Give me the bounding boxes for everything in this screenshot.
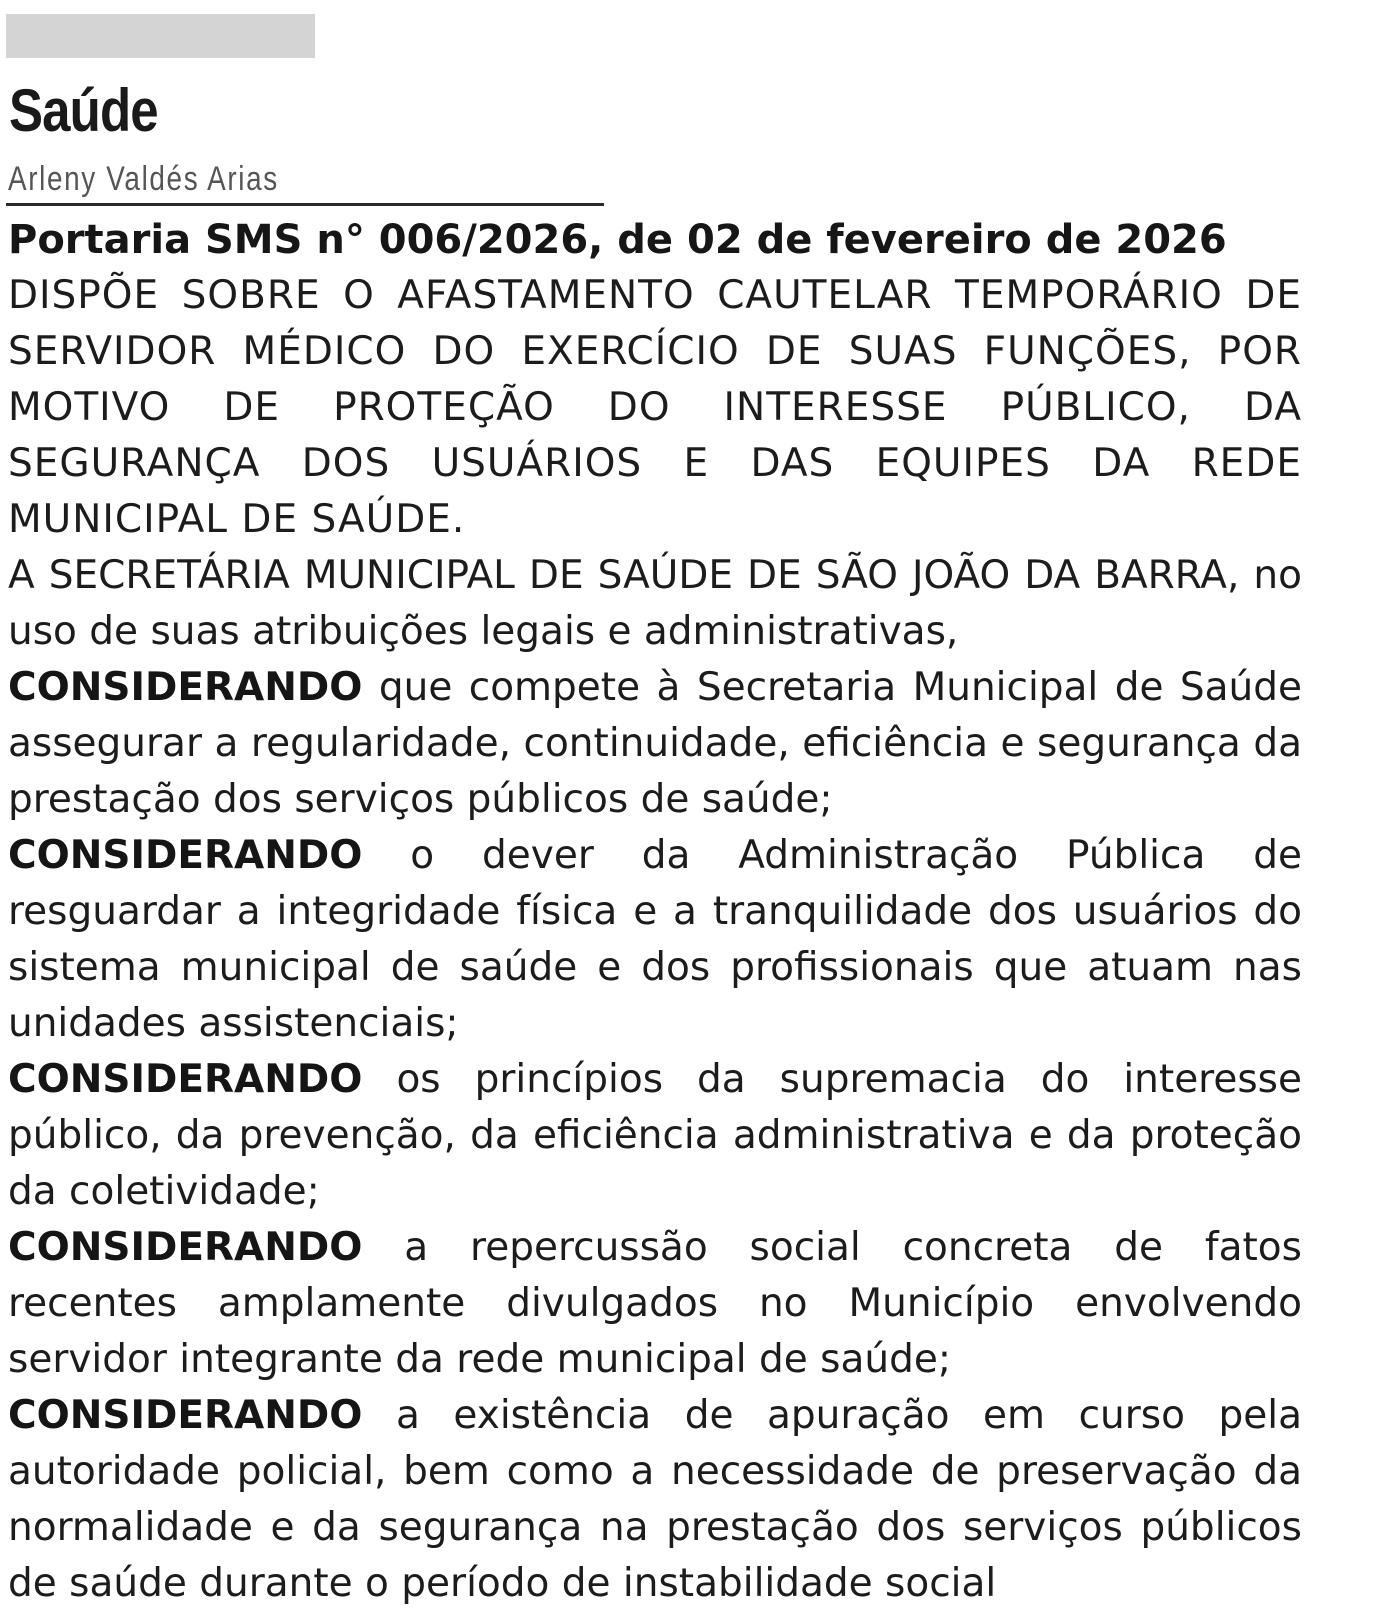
considerando-lead: CONSIDERANDO: [8, 1393, 363, 1438]
considerando-paragraph: [8, 828, 1302, 1052]
portaria-ementa: DISPÕE SOBRE O AFASTAMENTO CAUTELAR TEMPORÁRIO DE SERVIDOR MÉDICO DO EXERCÍCIO DE SUAS FUNÇÕES, POR MOTIVO DE PROTEÇÃO DO INTERESSE PÚBLICO, DA SEGURANÇA DOS USUÁRIOS E DAS EQUIPES DA REDE MUNICIPAL DE SAÚDE.: [8, 273, 1302, 542]
preamble: A SECRETÁRIA MUNICIPAL DE SAÚDE DE SÃO JOÃO DA BARRA, no uso de suas atribuições legais e administrativas,: [8, 553, 1302, 654]
document-body: [8, 212, 1302, 1612]
considerando-text: que compete à Secretaria Municipal de Saúde assegurar a regularidade, continuidade, eficiência e segurança da prestação dos serviços públicos de saúde;: [8, 665, 1302, 822]
considerando-lead: CONSIDERANDO: [8, 665, 363, 710]
redacted-header-bar: [6, 14, 315, 58]
portaria-title: Portaria SMS n° 006/2026, de 02 de fevereiro de 2026: [8, 217, 1227, 263]
considerando-text: o dever da Administração Pública de resguardar a integridade física e a tranquilidade dos usuários do sistema municipal de saúde e dos profissionais que atuam nas unidades assistenciais;: [8, 833, 1302, 1046]
considerando-paragraph: [8, 1052, 1302, 1220]
considerando-paragraph: [8, 660, 1302, 828]
considerando-paragraph: [8, 1388, 1302, 1612]
considerando-text: a repercussão social concreta de fatos recentes amplamente divulgados no Município envolvendo servidor integrante da rede municipal de saúde;: [8, 1225, 1302, 1382]
considerando-text: a existência de apuração em curso pela autoridade policial, bem como a necessidade de preservação da normalidade e da segurança na prestação dos serviços públicos de saúde durante o período de instabilidade social: [8, 1393, 1303, 1606]
considerando-lead: CONSIDERANDO: [8, 1225, 363, 1270]
considerando-lead: CONSIDERANDO: [8, 833, 363, 878]
header-divider: [6, 203, 604, 206]
author-byline: Arleny Valdés Arias: [8, 160, 279, 198]
considerando-paragraph: [8, 1220, 1302, 1388]
considerando-text: os princípios da supremacia do interesse público, da prevenção, da eficiência administrativa e da proteção da coletividade;: [8, 1057, 1302, 1214]
section-title: Saúde: [9, 77, 158, 144]
considerando-lead: CONSIDERANDO: [8, 1057, 363, 1102]
